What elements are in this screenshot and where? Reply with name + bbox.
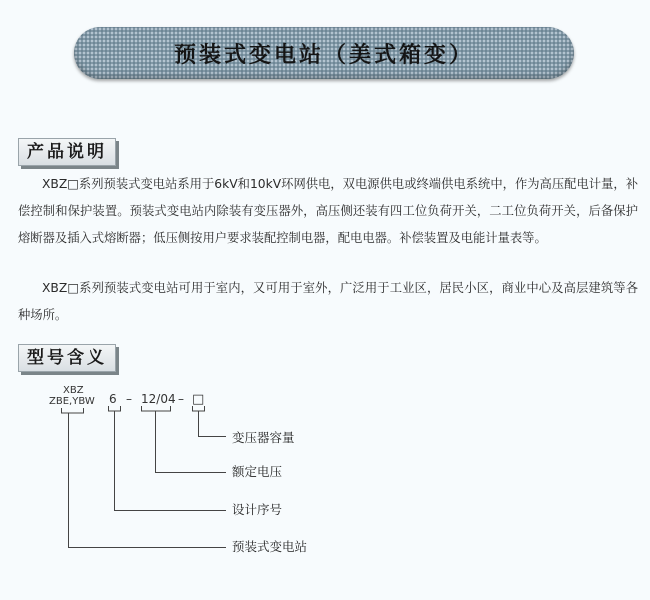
section-heading-description: 产品说明: [18, 138, 116, 166]
legend-rated-voltage: 额定电压: [232, 464, 283, 479]
legend-design-number: 设计序号: [232, 502, 283, 517]
bracket-rated-voltage: [142, 406, 227, 473]
model-code-dash: –: [178, 392, 184, 406]
bracket-capacity: [193, 406, 227, 437]
model-code-series-bottom: ZBE,YBW: [49, 396, 95, 407]
model-code-series-top: XBZ: [63, 385, 84, 396]
bracket-series: [62, 408, 227, 548]
description-paragraph-2: XBZ□系列预装式变电站可用于室内，又可用于室外，广泛用于工业区，居民小区，商业中心及高层建筑等各种场所。: [18, 281, 638, 322]
legend-prefab-substation: 预装式变电站: [232, 539, 308, 554]
page-title: 预装式变电站（美式箱变）: [173, 41, 474, 68]
model-code-dash: –: [126, 392, 132, 406]
bracket-design-no: [109, 406, 227, 511]
legend-transformer-capacity: 变压器容量: [232, 430, 295, 445]
model-code-design-no: 6: [109, 392, 117, 406]
model-code-rated-voltage: 12/04: [141, 392, 176, 406]
model-code-capacity: □: [192, 392, 205, 407]
description-paragraph-1: XBZ□系列预装式变电站系用于6kV和10kV环网供电，双电源供电或终端供电系统中，作为高压配电计量，补偿控制和保护装置。预装式变电站内除装有变压器外，高压侧还装有四工位负荷开关，二工位负荷开关，后备保护熔断器及插入式熔断器；低压侧按用户要求装配控制电器，配电电器。补偿装置及电能计量表等。: [18, 177, 638, 245]
section-heading-model: 型号含义: [18, 344, 116, 372]
